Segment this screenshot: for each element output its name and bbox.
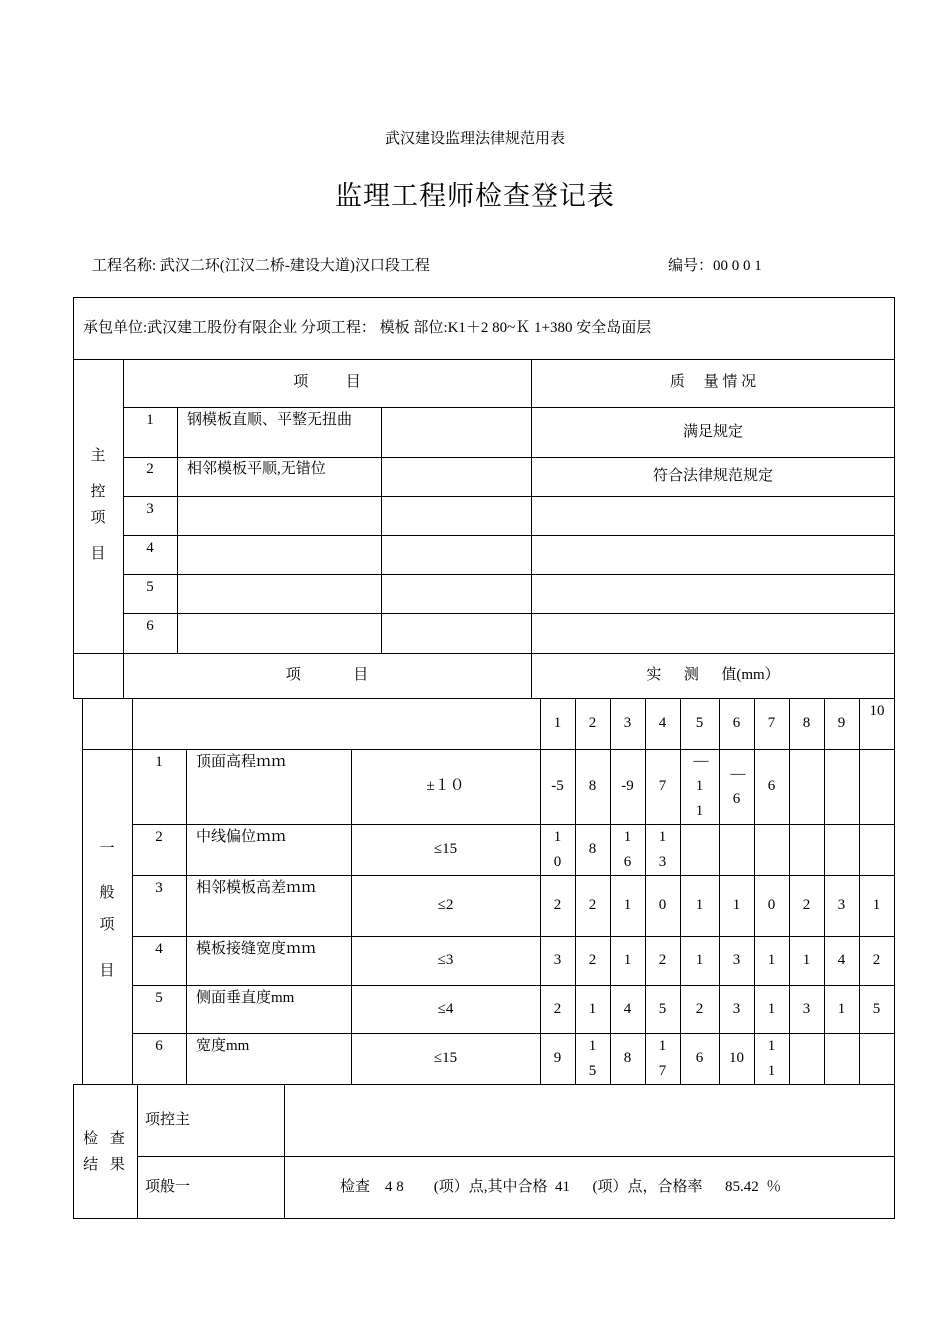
measured-value: 5: [658, 1000, 667, 1017]
row-item: 宽度mm: [196, 1038, 250, 1054]
measured-value: 3: [802, 1000, 811, 1017]
measured-value: 9: [553, 1050, 562, 1066]
project-name: 工程名称: 武汉二环(江汉二桥-建设大道)汉口段工程: [92, 258, 430, 274]
row-spec: ≤3: [437, 952, 454, 968]
measured-value: 2: [802, 897, 811, 913]
measured-value: 1: [588, 1000, 597, 1017]
measured-value: 2: [658, 952, 667, 968]
row-spec: ±１０: [426, 778, 465, 794]
measured-value: 8: [623, 1050, 632, 1066]
measured-value: 4: [623, 1000, 632, 1017]
main-control-item-header: 项 目: [293, 374, 361, 390]
measured-value: 3: [837, 897, 846, 913]
measure-col-number: 10: [869, 703, 885, 719]
contractor-line: 承包单位:武汉建工股份有限企业 分项工程： 模板 部位:K1＋2 80~Ｋ 1+380 安全岛面层: [83, 320, 652, 336]
serial-number: 编号：00 0 0 1: [668, 258, 762, 274]
result-general-summary: 检查 4 8 (项）点,其中合格 41 (项）点，合格率 85.42 ％: [340, 1179, 782, 1195]
measure-col-number: 9: [837, 715, 846, 731]
main-control-quality-header: 质 量 情 况: [669, 374, 757, 390]
measure-col-number: 1: [553, 715, 562, 731]
measured-value: 0: [767, 897, 776, 913]
measured-value: 1: [802, 952, 811, 968]
measured-value: 8: [588, 778, 597, 794]
measure-col-number: 2: [588, 715, 597, 731]
measured-value: 2: [588, 952, 597, 968]
form-series-title: 武汉建设监理法律规范用表: [384, 131, 565, 147]
row-spec: ≤4: [437, 1000, 454, 1017]
row-number: 5: [155, 990, 163, 1006]
row-number: 3: [146, 501, 154, 517]
row-spec: ≤2: [437, 897, 454, 913]
row-item: 中线偏位ｍｍ: [196, 829, 287, 845]
row-item: 相邻模板平顺,无错位: [187, 461, 326, 477]
row-number: 5: [146, 579, 154, 595]
measured-value: 2: [872, 952, 881, 968]
main-control-label: 主 控 项 目: [90, 448, 106, 562]
measured-value: 2: [553, 1000, 562, 1017]
measured-value: 1: [767, 1000, 776, 1017]
measured-value: 16: [623, 828, 632, 870]
measured-value: 3: [553, 952, 562, 968]
measured-value: 5: [872, 1000, 881, 1017]
measured-value: 10: [729, 1050, 744, 1066]
measured-value: 6: [767, 778, 776, 794]
measure-col-number: 8: [802, 715, 811, 731]
row-number: 4: [146, 540, 154, 556]
measure-col-number: 3: [623, 715, 632, 731]
measure-col-number: 4: [658, 715, 667, 731]
row-number: 2: [155, 829, 163, 845]
measured-value: —6: [730, 765, 746, 807]
measured-value: —11: [693, 753, 709, 819]
result-main-control-label: 项控主: [145, 1112, 191, 1128]
measured-value: 1: [872, 897, 881, 913]
row-number: 6: [155, 1038, 163, 1054]
row-item: 钢模板直顺、平整无扭曲: [187, 412, 353, 428]
measured-value: 2: [695, 1000, 704, 1017]
measured-value: 11: [767, 1037, 776, 1079]
measured-value: 15: [588, 1037, 597, 1079]
measured-value: 1: [732, 897, 741, 913]
measured-value: -5: [551, 778, 564, 794]
measured-value: 13: [658, 828, 667, 870]
result-label: 检 查 结 果: [83, 1131, 129, 1173]
row-spec: ≤15: [433, 841, 458, 857]
measured-value: 3: [732, 952, 741, 968]
row-spec: ≤15: [433, 1050, 458, 1066]
measure-col-number: 6: [732, 715, 741, 731]
row-number: 4: [155, 941, 163, 957]
measured-value: -9: [621, 778, 634, 794]
measure-col-number: 5: [695, 715, 704, 731]
measured-value: 1: [695, 952, 704, 968]
row-number: 6: [146, 618, 154, 634]
measured-value: 2: [588, 897, 597, 913]
measured-value: 1: [837, 1000, 846, 1017]
measured-value: 4: [837, 952, 846, 968]
measured-value: 1: [767, 952, 776, 968]
measured-value: 2: [553, 897, 562, 913]
measured-value: 7: [658, 778, 667, 794]
measure-col-number: 7: [767, 715, 776, 731]
page-title: 监理工程师检查登记表: [335, 181, 615, 212]
measured-value: 1: [623, 897, 632, 913]
row-quality: 符合法律规范规定: [652, 468, 773, 484]
general-measured-header: 实 测 值(mm）: [646, 667, 780, 683]
row-number: 1: [146, 412, 154, 428]
row-number: 2: [146, 461, 154, 477]
measured-value: 3: [732, 1000, 741, 1017]
general-item-header: 项 目: [285, 667, 369, 683]
measured-value: 8: [588, 841, 597, 857]
result-general-label: 项般一: [145, 1179, 191, 1195]
general-section-label: 一 般 项 目: [99, 841, 115, 979]
row-number: 3: [155, 880, 163, 896]
row-item: 模板接缝宽度ｍｍ: [196, 941, 317, 957]
measured-value: 1: [695, 897, 704, 913]
measured-value: 17: [658, 1037, 667, 1079]
row-number: 1: [155, 754, 163, 770]
row-quality: 满足规定: [682, 424, 743, 440]
measured-value: 1: [623, 952, 632, 968]
measured-value: 6: [695, 1050, 704, 1066]
measured-value: 10: [553, 828, 562, 870]
row-item: 相邻模板高差ｍｍ: [196, 880, 317, 896]
row-item: 侧面垂直度mm: [196, 990, 295, 1006]
measured-value: 0: [658, 897, 667, 913]
row-item: 顶面高程ｍｍ: [196, 754, 287, 770]
